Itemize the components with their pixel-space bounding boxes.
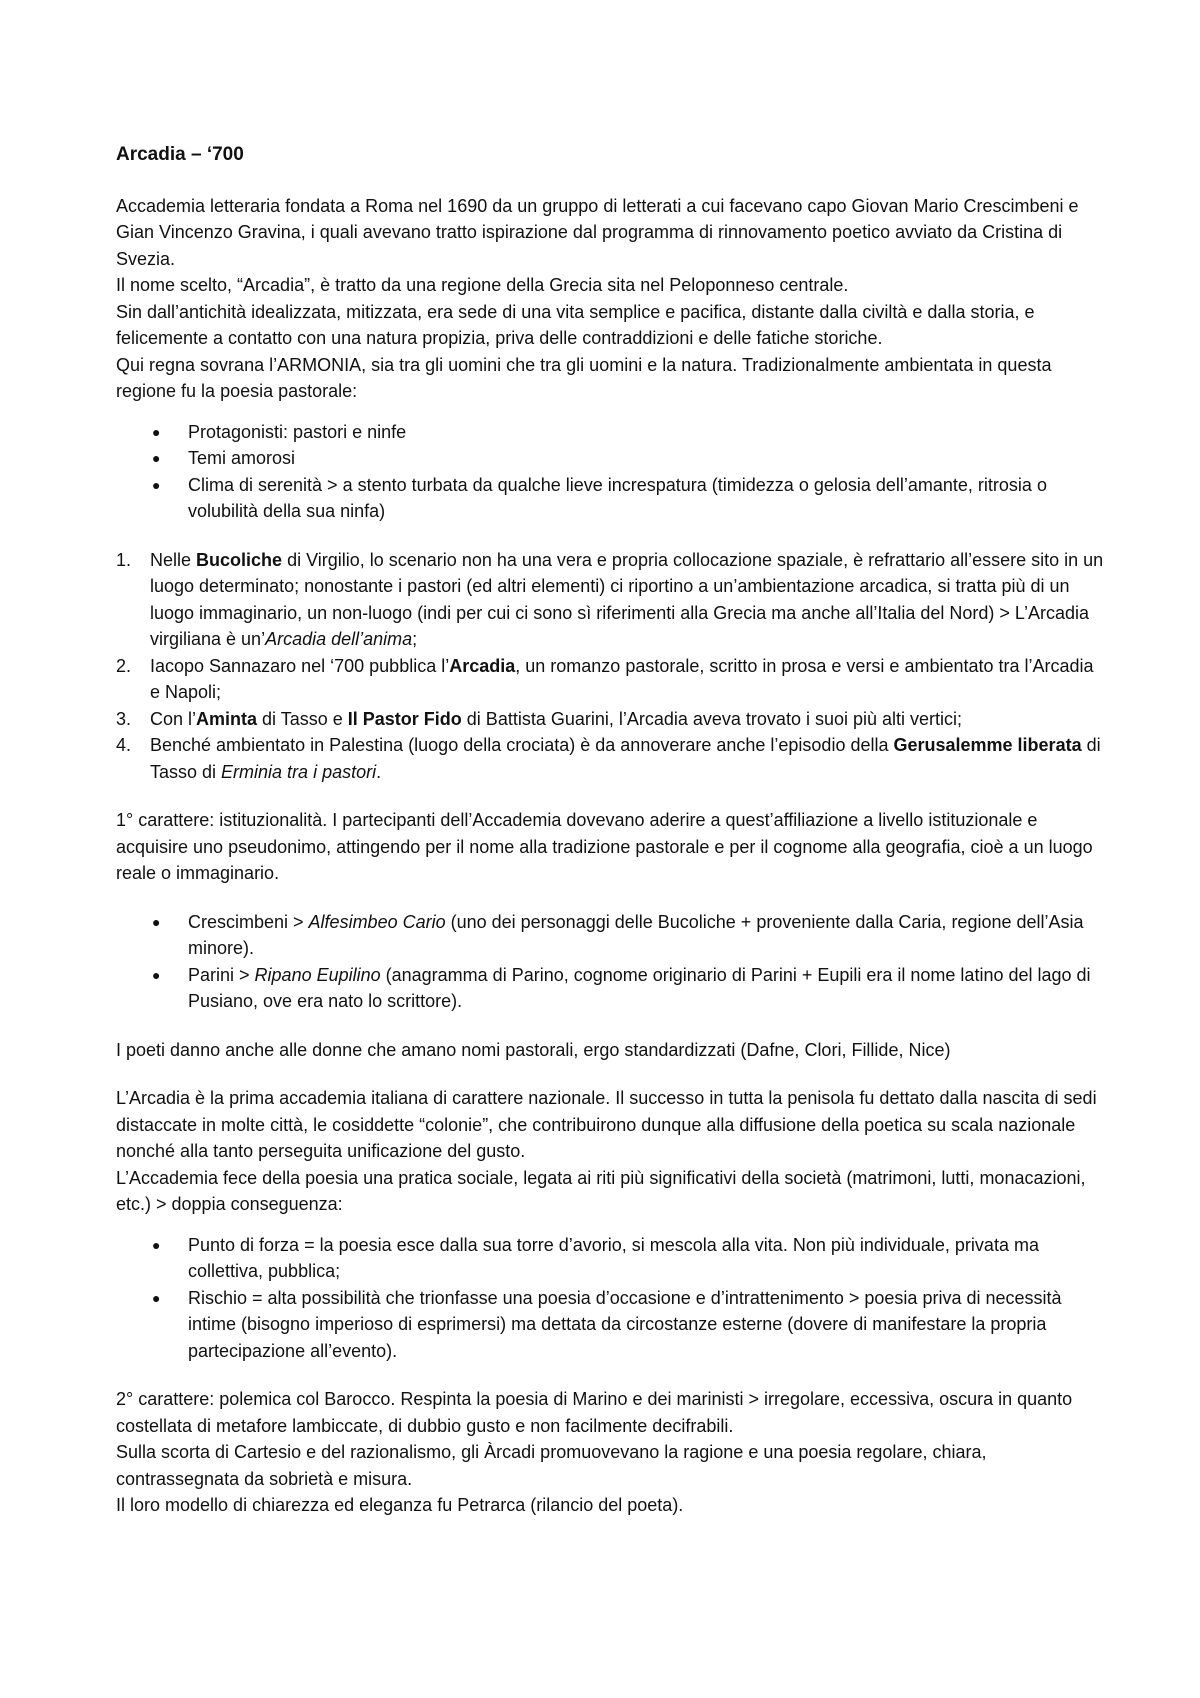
bullet-icon: ● [152,1289,161,1306]
intro-paragraph: Accademia letteraria fondata a Roma nel 1690 da un gruppo di letterati a cui facevano capo Giovan Mario Crescimbeni e Gian Vincenzo Gravina, i quali avevano tratto ispirazione dal programma di rinnovamento poetico avviato da Cristina di Svezia. [116,195,1079,269]
list-item: 4. Benché ambientato in Palestina (luogo della crociata) è da annoverare anche l’episodio della Gerusalemme liberata di Tasso di Erminia tra i pastori. [116,735,1101,782]
intro-section [116,193,1106,405]
bullet-icon: ● [152,476,161,493]
list-item: 3. Con l’Aminta di Tasso e Il Pastor Fido di Battista Guarini, l’Arcadia aveva trovato i suoi più alti vertici; [116,708,963,729]
bullet-icon: ● [152,966,161,983]
women-names-paragraph: I poeti danno anche alle donne che amano nomi pastorali, ergo standardizzati (Dafne, Clori, Fillide, Nice) [116,1039,951,1060]
intro-paragraph: Il nome scelto, “Arcadia”, è tratto da una regione della Grecia sita nel Peloponneso centrale. [116,275,849,295]
first-trait-paragraph: 1° carattere: istituzionalità. I partecipanti dell’Accademia dovevano aderire a quest’affiliazione a livello istituzionale e acquisire uno pseudonimo, attingendo per il nome alla tradizione pastorale e per il cognome alla geografia, cioè a un luogo reale o immaginario. [116,810,1093,883]
intro-paragraph: Qui regna sovrana l’ARMONIA, sia tra gli uomini che tra gli uomini e la natura. Tradizionalmente ambientata in questa regione fu la poesia pastorale: [116,354,1052,401]
list-item: 2. Iacopo Sannazaro nel ‘700 pubblica l’Arcadia, un romanzo pastorale, scritto in prosa e versi e ambientato tra l’Arcadia e Napoli; [116,655,1094,702]
list-item: ● Crescimbeni > Alfesimbeo Cario (uno dei personaggi delle Bucoliche + proveniente dalla Caria, regione dell’Asia minore). [116,909,1106,962]
second-trait-section [116,1386,1106,1519]
numbered-list [116,547,1106,786]
list-item: ● Clima di serenità > a stento turbata da qualche lieve increspatura (timidezza o gelosia dell’amante, ritrosia o volubilità della sua ninfa) [116,472,1106,525]
document-title: Arcadia – ‘700 [116,144,244,165]
bullet-icon: ● [152,913,161,930]
bullet-icon: ● [152,423,161,440]
document-page [116,142,1106,1519]
national-paragraph: L’Arcadia è la prima accademia italiana di carattere nazionale. Il successo in tutta la penisola fu dettato dalla nascita di sedi distaccate in molte città, le cosiddette “colonie”, che contribuirono dunque alla diffusione della poetica su scala nazionale nonché alla tanto perseguita unificazione del gusto. [116,1088,1097,1161]
second-trait-paragraph: 2° carattere: polemica col Barocco. Respinta la poesia di Marino e dei marinisti > irregolare, eccessiva, oscura in quanto costellata di metafore lambiccate, di dubbio gusto e non facilmente decifrabili. [116,1389,1073,1436]
list-item: ● Protagonisti: pastori e ninfe [116,419,1106,446]
pastoral-bullet-list [116,419,1106,525]
list-item: 1. Nelle Bucoliche di Virgilio, lo scenario non ha una vera e propria collocazione spaziale, è refrattario all’essere sito in un luogo determinato; nonostante i pastori (ed altri elementi) ci riportino a un’ambientazione arcadica, si tratta più di un luogo immaginario, un non-luogo (indi per cui ci sono sì riferimenti alla Grecia ma anche all’Italia del Nord) > L’Arcadia virgiliana è un’Arcadia dell’anima; [116,549,1104,649]
national-section [116,1085,1106,1218]
list-item: ● Parini > Ripano Eupilino (anagramma di Parino, cognome originario di Parini + Eupili era il nome latino del lago di Pusiano, ove era nato lo scrittore). [116,962,1106,1015]
list-item: ● Punto di forza = la poesia esce dalla sua torre d’avorio, si mescola alla vita. Non più individuale, privata ma collettiva, pubblica; [116,1232,1106,1285]
national-paragraph: L’Accademia fece della poesia una pratica sociale, legata ai riti più significativi della società (matrimoni, lutti, monacazioni, etc.) > doppia conseguenza: [116,1167,1086,1214]
bullet-icon: ● [152,450,161,466]
pseudonym-bullet-list [116,909,1106,1015]
consequences-bullet-list [116,1232,1106,1365]
intro-paragraph: Sin dall’antichità idealizzata, mitizzata, era sede di una vita semplice e pacifica, distante dalla civiltà e dalla storia, e felicemente a contatto con una natura propizia, priva delle contraddizioni e delle fatiche storiche. [116,301,1035,348]
second-trait-paragraph: Sulla scorta di Cartesio e del razionalismo, gli Àrcadi promuovevano la ragione e una poesia regolare, chiara, contrassegnata da sobrietà e misura. [116,1442,987,1489]
list-item: ● Rischio = alta possibilità che trionfasse una poesia d’occasione e d’intrattenimento > poesia priva di necessità intime (bisogno imperioso di esprimersi) ma dettata da circostanze esterne (dovere di manifestare la propria partecipazione all’evento). [116,1285,1106,1365]
bullet-icon: ● [152,1236,161,1253]
list-item: ● Temi amorosi [116,445,1106,472]
second-trait-paragraph: Il loro modello di chiarezza ed eleganza fu Petrarca (rilancio del poeta). [116,1495,684,1515]
